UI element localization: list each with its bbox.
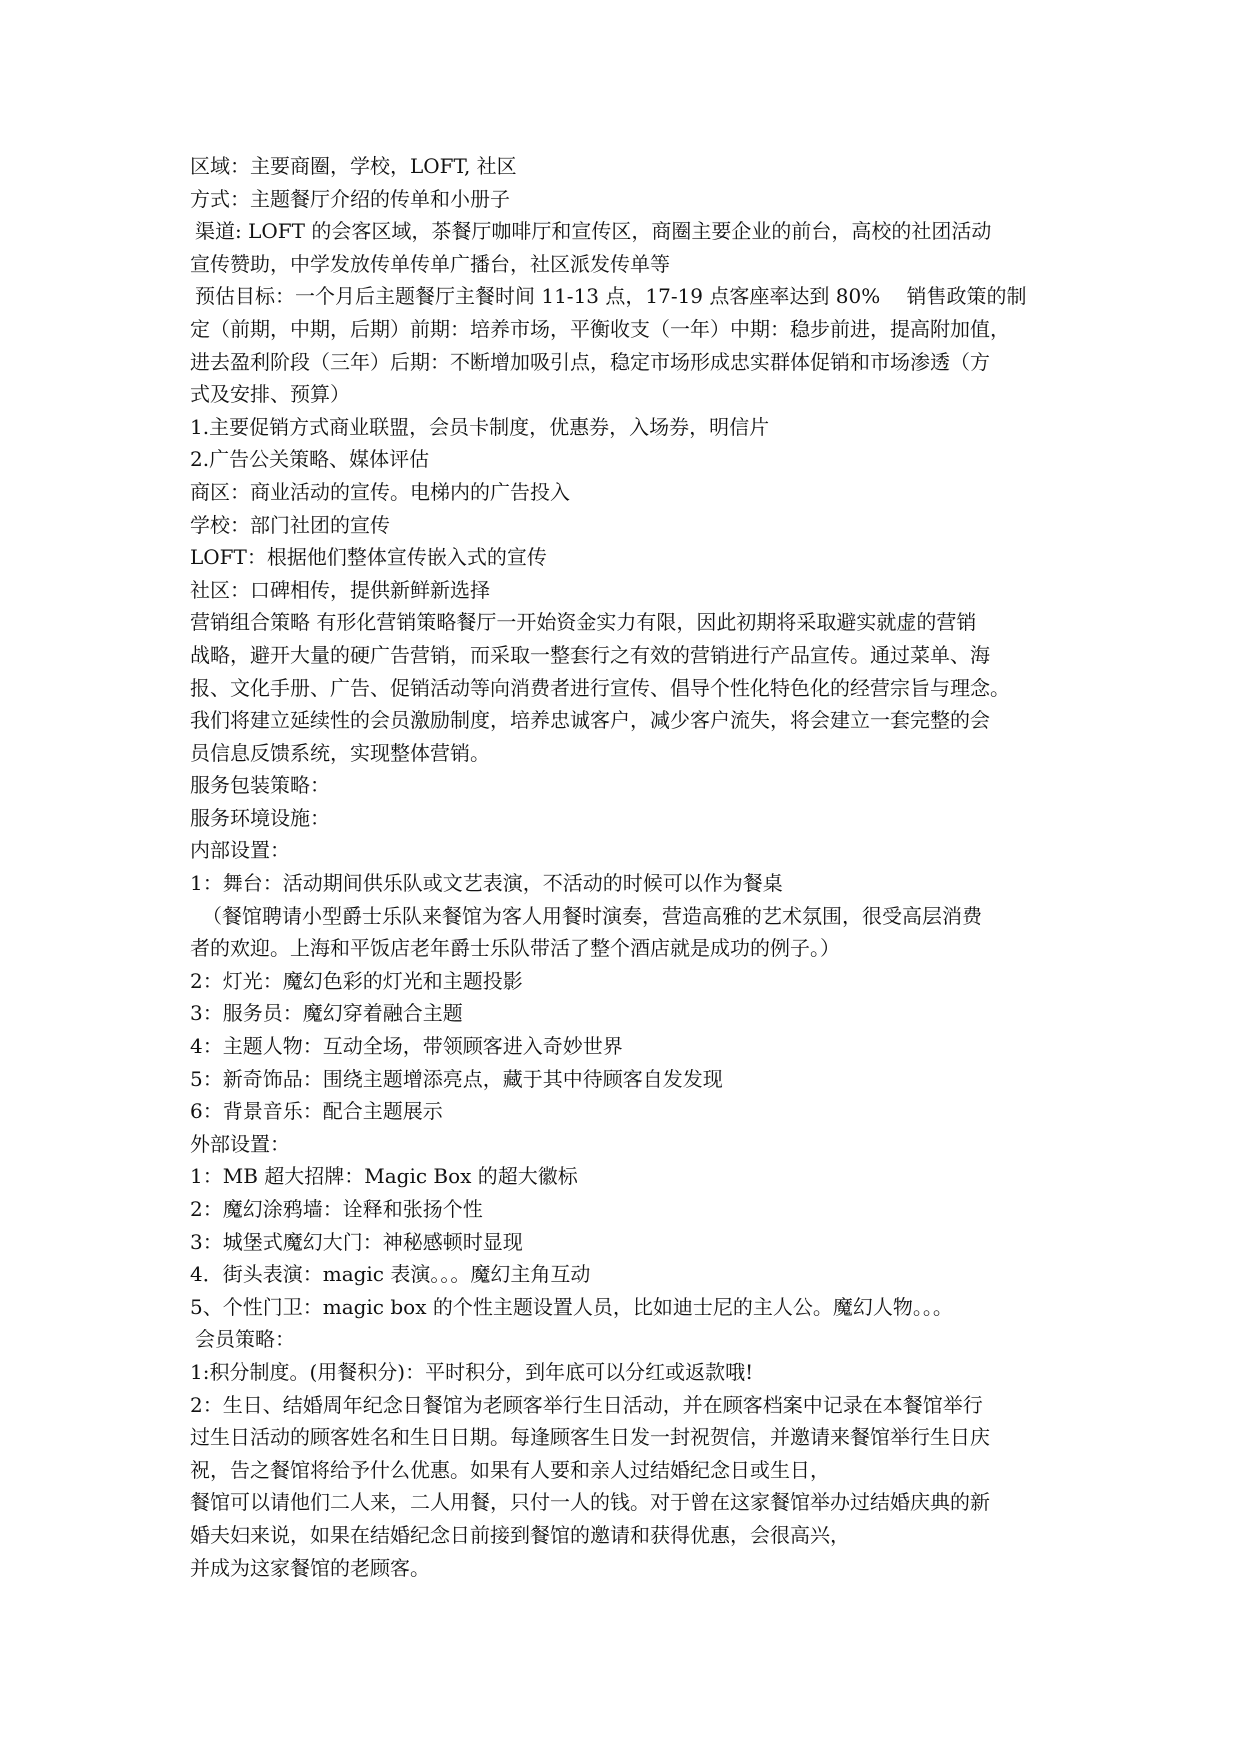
text-line: 我们将建立延续性的会员激励制度，培养忠诚客户，减少客户流失，将会建立一套完整的会 bbox=[190, 708, 990, 733]
text-line: 过生日活动的顾客姓名和生日日期。每逢顾客生日发一封祝贺信，并邀请来餐馆举行生日庆 bbox=[190, 1425, 990, 1450]
text-line: 社区：口碑相传，提供新鲜新选择 bbox=[190, 577, 490, 602]
text-line: 1:积分制度。(用餐积分)：平时积分，到年底可以分红或返款哦! bbox=[190, 1359, 754, 1384]
text-line: 2：灯光：魔幻色彩的灯光和主题投影 bbox=[190, 968, 523, 993]
text-line: 员信息反馈系统，实现整体营销。 bbox=[190, 740, 490, 765]
text-line: 4：主题人物：互动全场，带领顾客进入奇妙世界 bbox=[190, 1034, 623, 1059]
text-line: 6：背景音乐：配合主题展示 bbox=[190, 1099, 443, 1124]
text-line: 服务包装策略： bbox=[190, 773, 330, 798]
text-line: 定（前期，中期，后期）前期：培养市场，平衡收支（一年）中期：稳步前进，提高附加值， bbox=[190, 316, 1010, 341]
text-line: 渠道: LOFT 的会客区域，茶餐厅咖啡厅和宣传区，商圈主要企业的前台，高校的社团活动 bbox=[195, 219, 992, 244]
text-line: 2：生日、结婚周年纪念日餐馆为老顾客举行生日活动，并在顾客档案中记录在本餐馆举行 bbox=[190, 1392, 983, 1417]
text-line: 祝，告之餐馆将给予什么优惠。如果有人要和亲人过结婚纪念日或生日， bbox=[190, 1457, 830, 1482]
text-line: 预估目标：一个月后主题餐厅主餐时间 11-13 点，17-19 点客座率达到 80% 销售政策的制 bbox=[195, 284, 1027, 309]
text-line: 战略，避开大量的硬广告营销，而采取一整套行之有效的营销进行产品宣传。通过菜单、海 bbox=[190, 642, 990, 667]
text-line: 会员策略： bbox=[195, 1327, 295, 1352]
text-line: 内部设置： bbox=[190, 838, 290, 863]
text-line: 服务环境设施： bbox=[190, 805, 330, 830]
text-line: LOFT：根据他们整体宣传嵌入式的宣传 bbox=[190, 545, 547, 570]
text-line: （餐馆聘请小型爵士乐队来餐馆为客人用餐时演奏，营造高雅的艺术氛围，很受高层消费 bbox=[202, 903, 982, 928]
text-line: 2.广告公关策略、媒体评估 bbox=[190, 447, 430, 472]
text-line: 方式：主题餐厅介绍的传单和小册子 bbox=[190, 186, 510, 211]
text-line: 婚夫妇来说，如果在结婚纪念日前接到餐馆的邀请和获得优惠，会很高兴， bbox=[190, 1522, 850, 1547]
text-line: 报、文化手册、广告、促销活动等向消费者进行宣传、倡导个性化特色化的经营宗旨与理念。 bbox=[190, 675, 1010, 700]
text-line: 2：魔幻涂鸦墙：诠释和张扬个性 bbox=[190, 1197, 483, 1221]
text-line: 并成为这家餐馆的老顾客。 bbox=[190, 1555, 430, 1580]
text-line: 3：服务员：魔幻穿着融合主题 bbox=[190, 1001, 463, 1026]
text-line: 1：舞台：活动期间供乐队或文艺表演，不活动的时候可以作为餐桌 bbox=[190, 871, 783, 896]
text-line: 商区：商业活动的宣传。电梯内的广告投入 bbox=[190, 479, 570, 504]
text-line: 营销组合策略 有形化营销策略餐厅一开始资金实力有限，因此初期将采取避实就虚的营销 bbox=[190, 610, 977, 635]
text-line: 者的欢迎。上海和平饭店老年爵士乐队带活了整个酒店就是成功的例子。） bbox=[190, 936, 840, 961]
text-line: 宣传赞助，中学发放传单传单广播台，社区派发传单等 bbox=[190, 251, 670, 276]
document-body bbox=[190, 150, 1064, 1584]
text-line: 5、个性门卫：magic box 的个性主题设置人员，比如迪士尼的主人公。魔幻人物。。。 bbox=[190, 1294, 953, 1319]
text-line: 式及安排、预算） bbox=[190, 382, 350, 407]
text-line: 4．街头表演：magic 表演。。。魔幻主角互动 bbox=[190, 1262, 591, 1287]
text-line: 5：新奇饰品：围绕主题增添亮点，藏于其中待顾客自发发现 bbox=[190, 1066, 723, 1091]
text-line: 1.主要促销方式商业联盟，会员卡制度，优惠券，入场券，明信片 bbox=[190, 414, 770, 439]
text-line: 学校：部门社团的宣传 bbox=[190, 512, 390, 537]
text-line: 区域：主要商圈，学校，LOFT, 社区 bbox=[190, 154, 517, 178]
text-line: 进去盈利阶段（三年）后期：不断增加吸引点，稳定市场形成忠实群体促销和市场渗透（方 bbox=[190, 349, 990, 374]
text-line: 1：MB 超大招牌：Magic Box 的超大徽标 bbox=[190, 1164, 578, 1189]
text-line: 餐馆可以请他们二人来，二人用餐，只付一人的钱。对于曾在这家餐馆举办过结婚庆典的新 bbox=[190, 1490, 990, 1515]
text-line: 3：城堡式魔幻大门：神秘感顿时显现 bbox=[190, 1229, 523, 1254]
text-line: 外部设置： bbox=[190, 1131, 290, 1156]
